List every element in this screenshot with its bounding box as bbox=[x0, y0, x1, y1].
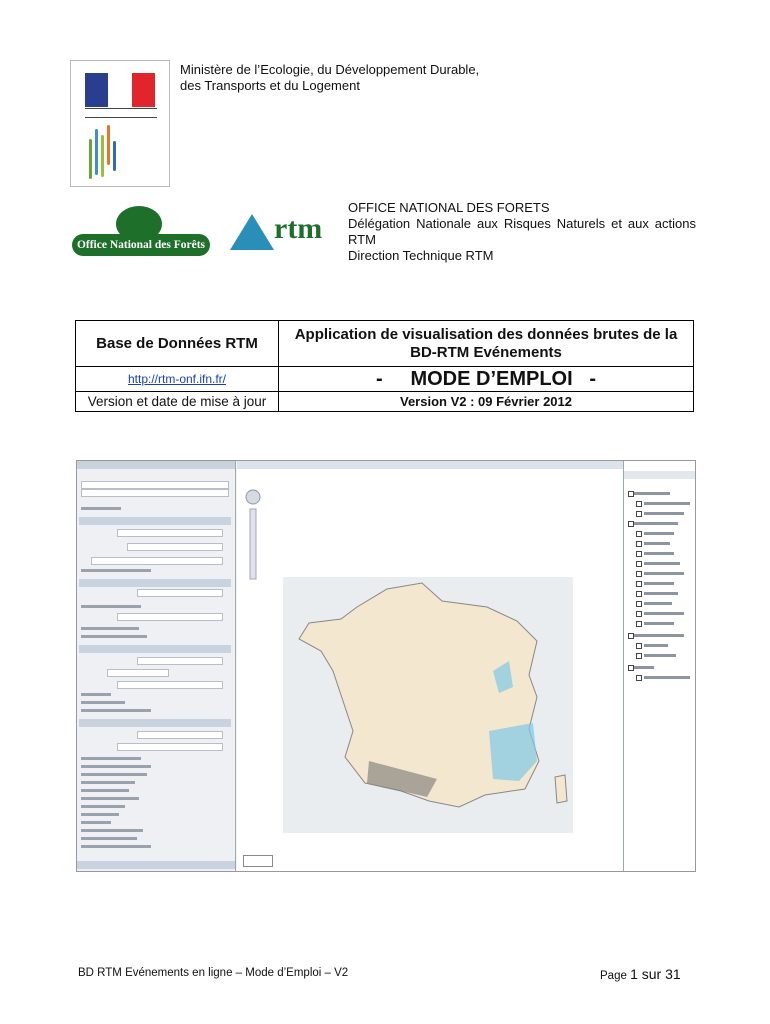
link-cell bbox=[76, 367, 279, 392]
office-title: OFFICE NATIONAL DES FORETS bbox=[348, 200, 550, 215]
page-prefix: Page bbox=[600, 970, 631, 982]
france-map-icon bbox=[237, 461, 623, 871]
footer-document-title: BD RTM Evénements en ligne – Mode d’Emploi – V2 bbox=[78, 967, 349, 979]
ministry-logo bbox=[70, 60, 170, 187]
mountain-icon bbox=[230, 214, 274, 250]
onf-logo bbox=[72, 206, 210, 266]
onf-logo-text: Office National des Forêts bbox=[72, 234, 210, 256]
version-value: Version V2 : 09 Février 2012 bbox=[279, 392, 694, 412]
motto-band bbox=[85, 108, 157, 118]
page-mid: sur bbox=[637, 966, 666, 982]
ministry-line-2: des Transports et du Logement bbox=[180, 78, 360, 93]
marianne-flag-icon bbox=[85, 73, 155, 107]
office-direction: Direction Technique RTM bbox=[348, 248, 494, 263]
rtm-website-link[interactable]: http://rtm-onf.ifn.fr/ bbox=[127, 372, 227, 386]
mode-emploi-title: - MODE D’EMPLOI - bbox=[279, 367, 694, 392]
page-total: 31 bbox=[665, 966, 681, 982]
screenshot-layer-panel bbox=[623, 461, 696, 871]
rtm-logo-text: rtm bbox=[274, 212, 323, 245]
application-screenshot bbox=[76, 460, 696, 872]
app-title: Application de visualisation des données brutes de la BD-RTM Evénements bbox=[279, 321, 694, 367]
footer-page-number bbox=[600, 966, 681, 982]
screenshot-sidebar bbox=[77, 461, 236, 871]
rtm-logo bbox=[230, 210, 334, 266]
ministry-name bbox=[180, 62, 580, 94]
screenshot-map bbox=[237, 461, 623, 871]
ministry-stripes-icon bbox=[85, 121, 155, 181]
office-delegation: Délégation Nationale aux Risques Naturels et aux actions RTM bbox=[348, 216, 696, 247]
ministry-line-1: Ministère de l’Ecologie, du Développement Durable, bbox=[180, 62, 480, 77]
info-table bbox=[75, 320, 694, 412]
page-current: 1 bbox=[630, 966, 638, 982]
version-label: Version et date de mise à jour bbox=[76, 392, 279, 412]
office-block bbox=[348, 200, 696, 264]
db-title: Base de Données RTM bbox=[76, 321, 279, 367]
